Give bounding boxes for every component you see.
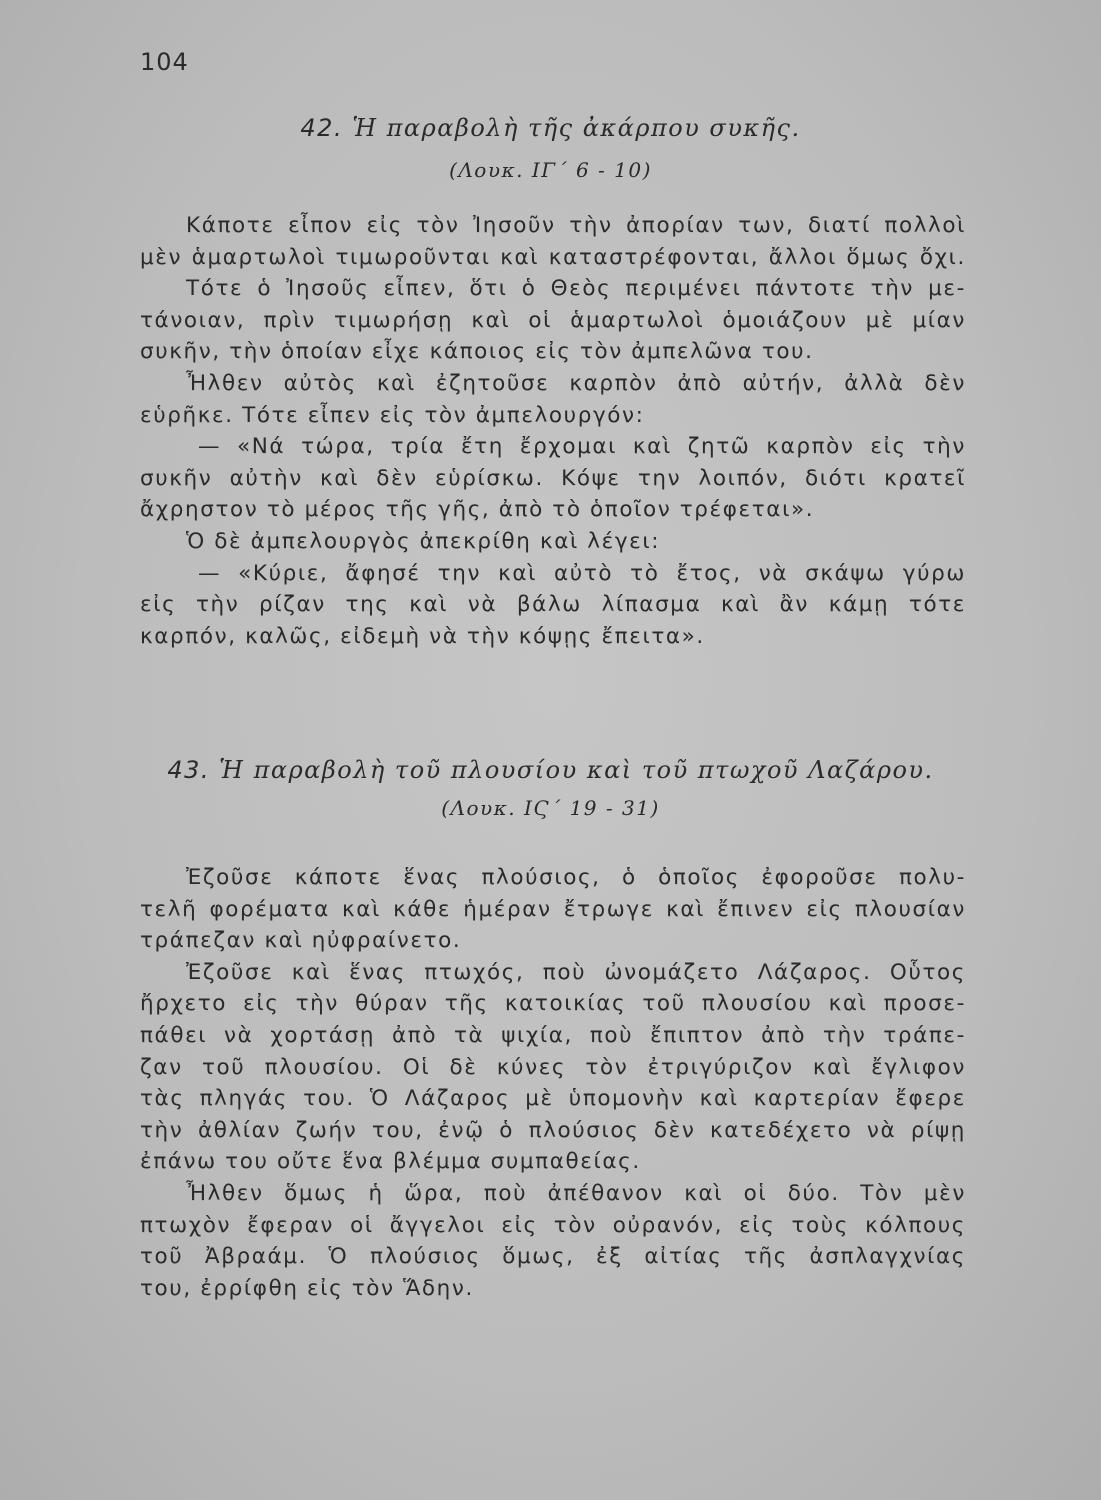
text-line: Ὁ δὲ ἀμπελουργὸς ἀπεκρίθη καὶ λέγει: (186, 528, 661, 554)
text-line: Ἦλθεν αὐτὸς καὶ ἐζητοῦσε καρπὸν ἀπὸ αὐτήν, ἀλλὰ δὲν (186, 370, 966, 396)
text-line: ἐπάνω του οὔτε ἕνα βλέμμα συμπαθείας. (140, 1149, 641, 1175)
text-line: ἤρχετο εἰς τὴν θύραν τῆς κατοικίας τοῦ πλουσίου καὶ προσε- (140, 991, 966, 1017)
text-line: μὲν ἁμαρτωλοὶ τιμωροῦνται καὶ καταστρέφονται, ἄλλοι ὅμως ὄχι. (140, 244, 966, 270)
section-42-number: 42. (300, 114, 344, 142)
text-line: Ἐζοῦσε κάποτε ἕνας πλούσιος, ὁ ὁποῖος ἐφοροῦσε πολυ- (186, 865, 966, 890)
text-line: Κάποτε εἶπον εἰς τὸν Ἰησοῦν τὴν ἀπορίαν των, διατί πολλοὶ (186, 213, 966, 238)
text-line: ἄχρηστον τὸ μέρος τῆς γῆς, ἀπὸ τὸ ὁποῖον τρέφεται». (140, 497, 815, 523)
text-line: τοῦ Ἀβραάμ. Ὁ πλούσιος ὅμως, ἐξ αἰτίας τῆς ἀσπλαγχνίας (140, 1244, 966, 1270)
text-line: πάθει νὰ χορτάσῃ ἀπὸ τὰ ψιχία, ποὺ ἔπιπτον ἀπὸ τὴν τράπε- (140, 1022, 966, 1048)
text-line: εἰς τὴν ρίζαν της καὶ νὰ βάλω λίπασμα καὶ ἂν κάμῃ τότε (140, 592, 966, 618)
text-line: του, ἐρρίφθη εἰς τὸν Ἅδην. (140, 1275, 474, 1301)
text-line: τὰς πληγάς του. Ὁ Λάζαρος μὲ ὑπομονὴν καὶ καρτερίαν ἔφερε (140, 1086, 966, 1112)
section-43-body (140, 862, 966, 1304)
page-number: 104 (140, 48, 189, 76)
text-line: — «Νά τώρα, τρία ἔτη ἔρχομαι καὶ ζητῶ καρπὸν εἰς τὴν (198, 434, 966, 460)
section-43-reference: (Λουκ. ΙϚ΄ 19 - 31) (441, 796, 660, 820)
text-line: συκῆν αὐτὴν καὶ δὲν εὑρίσκω. Κόψε την λοιπόν, διότι κρατεῖ (140, 465, 966, 491)
text-line: πτωχὸν ἔφεραν οἱ ἄγγελοι εἰς τὸν οὐρανόν, εἰς τοὺς κόλπους (140, 1212, 966, 1238)
text-line: τὴν ἀθλίαν ζωήν του, ἐνῷ ὁ πλούσιος δὲν κατεδέχετο νὰ ρίψῃ (140, 1117, 966, 1143)
section-43-title: Ἡ παραβολὴ τοῦ πλουσίου καὶ τοῦ πτωχοῦ Λαζάρου. (219, 756, 934, 784)
text-line: καρπόν, καλῶς, εἰδεμὴ νὰ τὴν κόψῃς ἔπειτα». (140, 623, 705, 649)
text-line: συκῆν, τὴν ὁποίαν εἶχε κάποιος εἰς τὸν ἀμπελῶνα του. (140, 339, 814, 365)
section-42-heading (0, 114, 1101, 142)
text-line: Ἐζοῦσε καὶ ἕνας πτωχός, ποὺ ὠνομάζετο Λάζαρος. Οὗτος (186, 959, 966, 985)
section-42-body (140, 210, 966, 652)
section-43-number: 43. (167, 756, 210, 784)
text-line: εὑρῆκε. Τότε εἶπεν εἰς τὸν ἀμπελουργόν: (140, 402, 645, 428)
text-line: — «Κύριε, ἄφησέ την καὶ αὐτὸ τὸ ἔτος, νὰ σκάψω γύρω (198, 560, 966, 586)
section-42-title: Ἡ παραβολὴ τῆς ἀκάρπου συκῆς. (352, 114, 801, 142)
section-42-reference: (Λουκ. ΙΓ΄ 6 - 10) (449, 158, 652, 182)
text-line: τάνοιαν, πρὶν τιμωρήσῃ καὶ οἱ ἁμαρτωλοὶ ὁμοιάζουν μὲ μίαν (140, 307, 966, 333)
text-line: τελῆ φορέματα καὶ κάθε ἡμέραν ἔτρωγε καὶ ἔπινεν εἰς πλουσίαν (140, 896, 966, 922)
text-line: τράπεζαν καὶ ηὐφραίνετο. (140, 928, 462, 954)
section-43-heading (0, 756, 1101, 784)
text-line: ζαν τοῦ πλουσίου. Οἱ δὲ κύνες τὸν ἐτριγύριζον καὶ ἔγλιφον (140, 1054, 966, 1080)
text-line: Τότε ὁ Ἰησοῦς εἶπεν, ὅτι ὁ Θεὸς περιμένει πάντοτε τὴν με- (186, 276, 966, 302)
text-line: Ἦλθεν ὅμως ἡ ὥρα, ποὺ ἀπέθανον καὶ οἱ δύο. Τὸν μὲν (186, 1180, 966, 1206)
